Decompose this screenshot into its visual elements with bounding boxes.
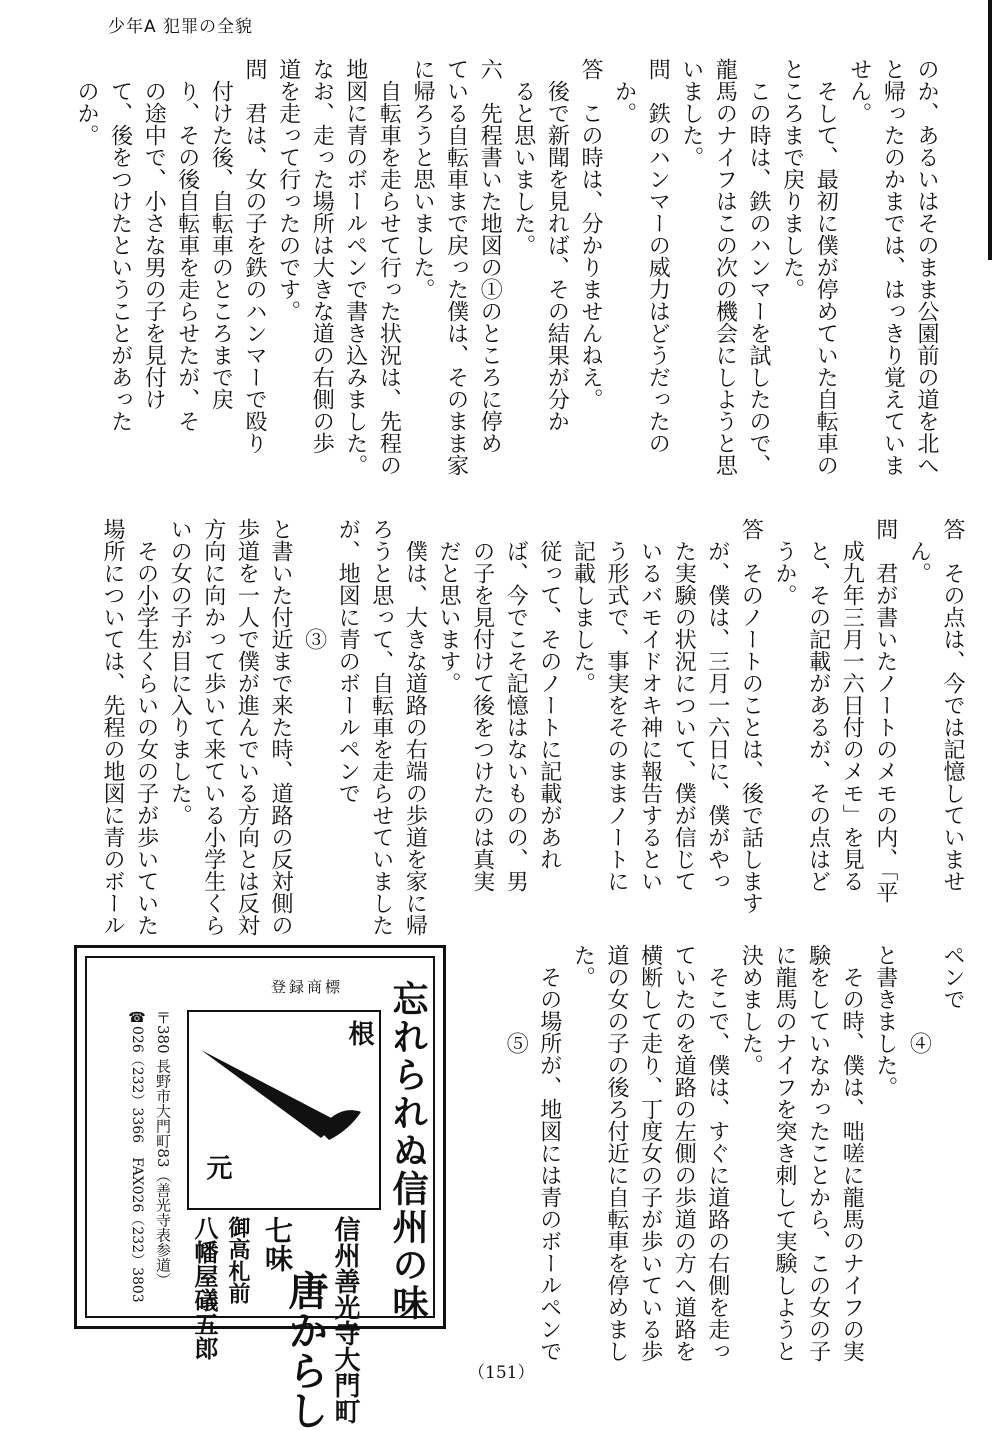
text-column: せん。 <box>846 58 872 124</box>
text-column: う形式で、事実をそのままノートに <box>604 518 629 892</box>
text-column: のか、あるいはそのまま公園前の道を北へ <box>914 58 939 476</box>
advertisement-slogan: 忘れられぬ信州の味 <box>387 980 429 1322</box>
brand-name-top: 根 <box>344 1020 374 1046</box>
text-column: に帰ろうと思いました。 <box>410 58 435 300</box>
text-column: 問 君が書いたノートのメモの内、「平 <box>872 518 898 903</box>
text-column: 問 鉄のハンマーの威力はどうだったの <box>645 58 671 454</box>
text-column: 答 この時は、分かりませんねえ。 <box>578 58 603 410</box>
brand-logo-box <box>187 1010 381 1210</box>
text-column: のか。 <box>74 58 99 146</box>
brand-name-bottom: 元 <box>202 1154 232 1180</box>
text-column: ④ <box>906 944 932 1054</box>
text-column: 従って、そのノートに記載があれ <box>536 518 562 870</box>
page-number: （151） <box>468 1363 535 1383</box>
advertisement-inner-frame <box>85 956 435 1430</box>
text-column: と帰ったのかまでは、はっきり覚えていま <box>880 58 906 476</box>
text-column: 記載しました。 <box>570 518 596 694</box>
text-column: ところまで戻りました。 <box>779 58 805 300</box>
text-column: ていたのを道路の左側の歩道の方へ道路を <box>671 944 697 1362</box>
text-column: いるバモイドオキ神に報告するとい <box>637 518 663 892</box>
text-column: 方向に向かって歩いて来ている小学生くら <box>200 518 226 936</box>
text-column: この時は、鉄のハンマーを試したので、 <box>746 58 771 476</box>
text-column: だと思います。 <box>436 518 461 694</box>
text-column: いの女の子が目に入りました。 <box>167 518 193 826</box>
text-column: 場所については、先程の地図に青のボール <box>100 518 125 936</box>
text-column: と、その記載があるが、その点はど <box>805 518 831 892</box>
text-column: が、僕は、三月一六日に、僕がやっ <box>704 518 730 892</box>
text-column: て、後をつけたということがあった <box>107 58 133 432</box>
text-column: なお、走った場所は大きな道の右側の歩 <box>309 58 335 454</box>
shop-line-1: 御高札前 <box>225 1216 251 1304</box>
text-column: 龍馬のナイフはこの次の機会にしようと思 <box>712 58 738 476</box>
text-column: 横断して走り、丁度女の子が歩いている歩 <box>637 944 663 1362</box>
text-column: その場所が、地図には青のボールペンで <box>536 944 562 1362</box>
text-column: と書きました。 <box>872 944 898 1098</box>
text-column: ると思いました。 <box>510 58 536 256</box>
text-column: ⑤ <box>503 944 529 1054</box>
product-script-calligraphy: 唐からし <box>282 1270 329 1430</box>
text-column: ている自転車まで戻った僕は、そのまま家 <box>443 58 469 476</box>
text-column: り、その後自転車を走らせたが、そ <box>174 58 200 432</box>
text-column: 僕は、大きな道路の右端の歩道を家に帰 <box>402 518 428 936</box>
product-line-1: 信州善光寺大門町 <box>330 1216 360 1424</box>
shop-line-2: 八幡屋礒五郎 <box>190 1216 219 1360</box>
binding-rule <box>988 0 992 260</box>
text-column: うか。 <box>772 518 797 606</box>
text-column: 問 君は、女の子を鉄のハンマーで殴り <box>242 58 267 454</box>
text-column: その小学生くらいの女の子が歩いていた <box>133 518 159 936</box>
text-column: ろうと思って、自転車を走らせていました <box>368 518 394 936</box>
text-column: 答 その点は、今では記憶していませ <box>940 518 965 892</box>
text-column: の途中で、小さな男の子を見付け <box>141 58 167 410</box>
text-column: 自転車を走らせて行った状況は、先程の <box>376 58 402 476</box>
text-column: 道の女の子の後ろ付近に自転車を停めまし <box>604 944 629 1362</box>
text-column: 六 先程書いた地図の①のところに停め <box>477 58 503 454</box>
text-column: 成九年三月一六日付のメモ」を見る <box>839 518 865 892</box>
text-column: そこで、僕は、すぐに道路の右側を走っ <box>704 944 730 1362</box>
registered-trademark-label: 登録商標 <box>271 978 344 996</box>
text-column: と書いた付近まで来た時、道路の反対側の <box>268 518 293 936</box>
product-line-2: 七味 <box>261 1216 294 1272</box>
text-column: 歩道を一人で僕が進んでいる方向とは反対 <box>234 518 260 936</box>
text-column: か。 <box>611 58 637 124</box>
text-column: そして、最初に僕が停めていた自転車の <box>813 58 839 476</box>
text-column: に龍馬のナイフを突き刺して実験しようと <box>772 944 797 1362</box>
advertisement-box <box>74 945 446 1430</box>
phone-fax: ☎026（232）3366 FAX026（232）3803 <box>129 1010 145 1303</box>
text-column: ん。 <box>906 518 932 584</box>
text-column: た実験の状況について、僕が信じて <box>671 518 697 892</box>
text-column: 地図に青のボールペンで書き込みました。 <box>342 58 368 476</box>
running-header: 少年A 犯罪の全貌 <box>108 17 254 37</box>
text-column: 答 そのノートのことは、後で話します <box>738 518 764 914</box>
text-column: 道を走って行ったのです。 <box>275 58 301 322</box>
text-column: いました。 <box>678 58 704 168</box>
text-column: 決めました。 <box>738 944 764 1076</box>
text-column: ③ <box>301 518 327 650</box>
text-column: 付けた後、自転車のところまで戻 <box>208 58 234 410</box>
text-column: た。 <box>570 944 596 988</box>
text-column: 後で新聞を見れば、その結果が分か <box>544 58 570 432</box>
text-column: その時、僕は、咄嗟に龍馬のナイフの実 <box>839 944 865 1362</box>
text-column: ペンで <box>940 944 965 1010</box>
text-column: ば、今でこそ記憶はないものの、男 <box>503 518 529 892</box>
text-column: の子を見付けて後をつけたのは真実 <box>469 518 495 892</box>
text-column: 験をしていなかったことから、この女の子 <box>805 944 831 1362</box>
text-column: が、地図に青のボールペンで <box>335 518 361 804</box>
postal-address: 〒380 長野市大門町83（善光寺表参道） <box>154 1010 172 1288</box>
